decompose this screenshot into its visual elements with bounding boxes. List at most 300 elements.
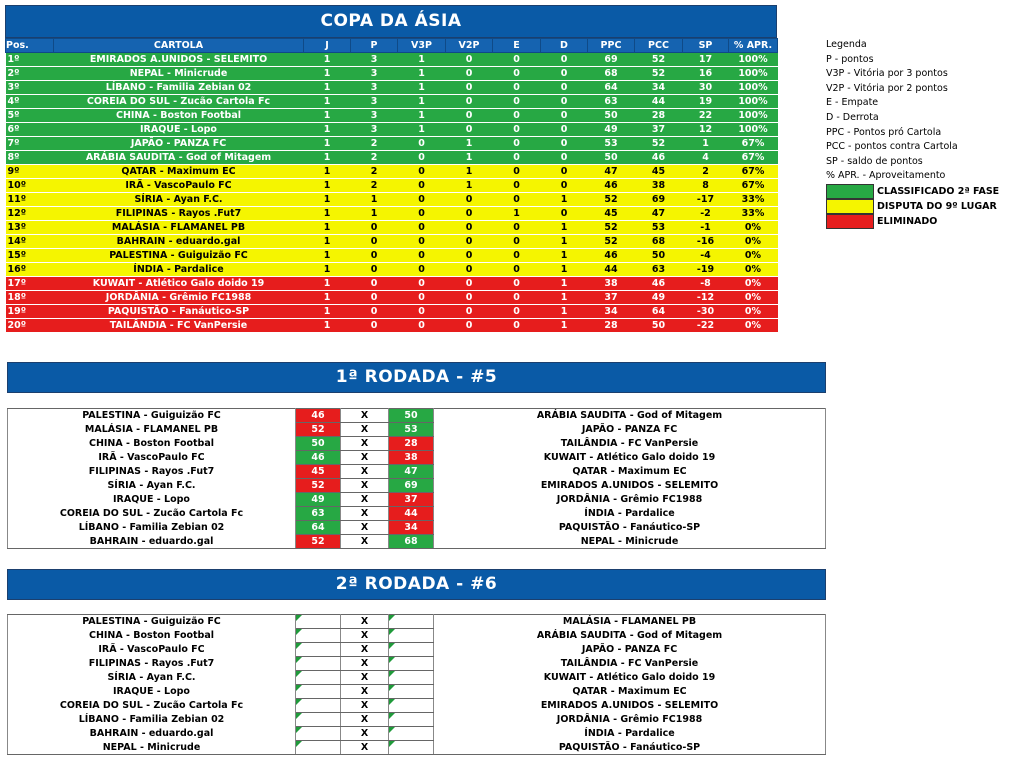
stat-cell: 100% — [729, 67, 778, 81]
stat-cell: 1 — [398, 81, 446, 95]
stat-cell: 67% — [729, 165, 778, 179]
versus-label: X — [341, 437, 389, 451]
stat-cell: -4 — [683, 249, 729, 263]
away-team: TAILÂNDIA - FC VanPersie — [434, 657, 826, 671]
stat-cell: 1 — [351, 207, 398, 221]
standings-header-cell: % APR. — [729, 39, 778, 53]
match-row — [8, 713, 826, 727]
table-row — [6, 81, 778, 95]
stat-cell: 0% — [729, 235, 778, 249]
legend-item: P - pontos — [826, 53, 874, 65]
home-score — [296, 671, 341, 685]
stat-cell: 0 — [541, 151, 588, 165]
table-row — [6, 151, 778, 165]
stat-cell: 64 — [635, 305, 683, 319]
versus-label: X — [341, 409, 389, 423]
legend-item: V2P - Vitória por 2 pontos — [826, 82, 948, 94]
stat-cell: 0 — [398, 263, 446, 277]
away-score: 28 — [389, 437, 434, 451]
stat-cell: 52 — [635, 53, 683, 67]
stat-cell: 1 — [304, 319, 351, 333]
stat-cell: 100% — [729, 109, 778, 123]
stat-cell: 20º — [6, 319, 54, 333]
stat-cell: 0 — [351, 319, 398, 333]
stat-cell: 0% — [729, 305, 778, 319]
table-row — [6, 291, 778, 305]
stat-cell: 44 — [635, 95, 683, 109]
team-name-cell: QATAR - Maximum EC — [54, 165, 304, 179]
stat-cell: 100% — [729, 81, 778, 95]
stat-cell: 44 — [588, 263, 635, 277]
team-name-cell: LÍBANO - Familia Zebian 02 — [54, 81, 304, 95]
stat-cell: -1 — [683, 221, 729, 235]
match-row — [8, 535, 826, 549]
match-row — [8, 615, 826, 629]
away-team: QATAR - Maximum EC — [434, 685, 826, 699]
standings-table — [5, 38, 778, 333]
match-row — [8, 657, 826, 671]
stat-cell: 0 — [446, 109, 493, 123]
team-name-cell: BAHRAIN - eduardo.gal — [54, 235, 304, 249]
match-row — [8, 727, 826, 741]
versus-label: X — [341, 629, 389, 643]
stat-cell: 52 — [635, 137, 683, 151]
legend-item: PPC - Pontos pró Cartola — [826, 126, 942, 138]
team-name-cell: PALESTINA - Guiguizão FC — [54, 249, 304, 263]
home-score: 46 — [296, 451, 341, 465]
round2-title: 2ª RODADA - #6 — [7, 569, 826, 600]
legend-zone-label: ELIMINADO — [877, 215, 938, 227]
stat-cell: 38 — [588, 277, 635, 291]
stat-cell: 1 — [541, 263, 588, 277]
standings-header-row — [6, 39, 778, 53]
stat-cell: -30 — [683, 305, 729, 319]
table-row — [6, 123, 778, 137]
stat-cell: 0 — [493, 109, 541, 123]
home-team: IRAQUE - Lopo — [8, 493, 296, 507]
stat-cell: 53 — [635, 221, 683, 235]
stat-cell: 50 — [635, 249, 683, 263]
home-team: COREIA DO SUL - Zucão Cartola Fc — [8, 699, 296, 713]
stat-cell: 0% — [729, 319, 778, 333]
cup-title: COPA DA ÁSIA — [5, 5, 777, 38]
stat-cell: 1 — [304, 179, 351, 193]
away-score — [389, 727, 434, 741]
versus-label: X — [341, 699, 389, 713]
away-score — [389, 615, 434, 629]
stat-cell: 11º — [6, 193, 54, 207]
team-name-cell: MALÁSIA - FLAMANEL PB — [54, 221, 304, 235]
home-score — [296, 657, 341, 671]
home-score: 50 — [296, 437, 341, 451]
stat-cell: 0 — [398, 235, 446, 249]
legend-item: SP - saldo de pontos — [826, 155, 923, 167]
stat-cell: 64 — [588, 81, 635, 95]
versus-label: X — [341, 671, 389, 685]
match-row — [8, 629, 826, 643]
stat-cell: 46 — [635, 151, 683, 165]
stat-cell: 1 — [304, 221, 351, 235]
stat-cell: 1 — [398, 67, 446, 81]
home-team: PALESTINA - Guiguizão FC — [8, 409, 296, 423]
stat-cell: 68 — [588, 67, 635, 81]
table-row — [6, 277, 778, 291]
stat-cell: 0 — [398, 179, 446, 193]
stat-cell: 3 — [351, 109, 398, 123]
stat-cell: 1 — [304, 109, 351, 123]
stat-cell: 69 — [588, 53, 635, 67]
stat-cell: 19 — [683, 95, 729, 109]
stat-cell: 0 — [493, 165, 541, 179]
home-score: 64 — [296, 521, 341, 535]
away-team: PAQUISTÃO - Fanáutico-SP — [434, 521, 826, 535]
home-score — [296, 629, 341, 643]
legend-zone-label: DISPUTA DO 9º LUGAR — [877, 200, 997, 212]
versus-label: X — [341, 451, 389, 465]
stat-cell: 1 — [398, 123, 446, 137]
stat-cell: -19 — [683, 263, 729, 277]
home-team: BAHRAIN - eduardo.gal — [8, 727, 296, 741]
away-team: JORDÂNIA - Grêmio FC1988 — [434, 493, 826, 507]
stat-cell: 0 — [493, 305, 541, 319]
versus-label: X — [341, 615, 389, 629]
away-score — [389, 713, 434, 727]
home-team: NEPAL - Minicrude — [8, 741, 296, 755]
stat-cell: 0 — [493, 193, 541, 207]
match-row — [8, 423, 826, 437]
stat-cell: 0 — [493, 249, 541, 263]
home-score — [296, 643, 341, 657]
stat-cell: 0 — [398, 193, 446, 207]
home-score: 49 — [296, 493, 341, 507]
away-score: 68 — [389, 535, 434, 549]
stat-cell: 0 — [493, 67, 541, 81]
round2-table — [7, 614, 826, 755]
standings-header-cell: E — [493, 39, 541, 53]
stat-cell: 0 — [446, 263, 493, 277]
stat-cell: 19º — [6, 305, 54, 319]
stat-cell: 17 — [683, 53, 729, 67]
stat-cell: 10º — [6, 179, 54, 193]
stat-cell: 1 — [398, 95, 446, 109]
home-team: CHINA - Boston Footbal — [8, 437, 296, 451]
stat-cell: 1 — [398, 53, 446, 67]
stat-cell: 37 — [635, 123, 683, 137]
home-score — [296, 615, 341, 629]
home-team: SÍRIA - Ayan F.C. — [8, 671, 296, 685]
stat-cell: 0 — [446, 95, 493, 109]
away-score — [389, 699, 434, 713]
stat-cell: 0 — [398, 165, 446, 179]
stat-cell: 0 — [493, 95, 541, 109]
stat-cell: -2 — [683, 207, 729, 221]
stat-cell: 1 — [304, 53, 351, 67]
home-team: CHINA - Boston Footbal — [8, 629, 296, 643]
home-team: FILIPINAS - Rayos .Fut7 — [8, 465, 296, 479]
legend-item: D - Derrota — [826, 111, 879, 123]
team-name-cell: JAPÃO - PANZA FC — [54, 137, 304, 151]
stat-cell: 0 — [493, 277, 541, 291]
stat-cell: 0% — [729, 249, 778, 263]
stat-cell: 6º — [6, 123, 54, 137]
stat-cell: 1 — [398, 109, 446, 123]
stat-cell: 3 — [351, 123, 398, 137]
stat-cell: 0 — [398, 137, 446, 151]
stat-cell: 13º — [6, 221, 54, 235]
stat-cell: 0 — [493, 81, 541, 95]
away-score — [389, 671, 434, 685]
stat-cell: 2º — [6, 67, 54, 81]
stat-cell: 0% — [729, 291, 778, 305]
versus-label: X — [341, 713, 389, 727]
stat-cell: 0 — [398, 151, 446, 165]
stat-cell: 63 — [635, 263, 683, 277]
stat-cell: 1 — [304, 193, 351, 207]
stat-cell: 0 — [493, 235, 541, 249]
standings-header-cell: D — [541, 39, 588, 53]
home-score — [296, 741, 341, 755]
stat-cell: 1 — [446, 179, 493, 193]
stat-cell: 0 — [541, 81, 588, 95]
stat-cell: 37 — [588, 291, 635, 305]
table-row — [6, 207, 778, 221]
team-name-cell: ÍNDIA - Pardalice — [54, 263, 304, 277]
stat-cell: 1 — [541, 235, 588, 249]
stat-cell: 30 — [683, 81, 729, 95]
stat-cell: 1 — [304, 123, 351, 137]
stat-cell: 0 — [541, 207, 588, 221]
versus-label: X — [341, 521, 389, 535]
home-team: IRÃ - VascoPaulo FC — [8, 451, 296, 465]
home-score — [296, 699, 341, 713]
stat-cell: 0 — [351, 249, 398, 263]
standings-header-cell: V3P — [398, 39, 446, 53]
away-score — [389, 657, 434, 671]
home-team: LÍBANO - Familia Zebian 02 — [8, 713, 296, 727]
team-name-cell: KUWAIT - Atlético Galo doido 19 — [54, 277, 304, 291]
stat-cell: 1 — [446, 137, 493, 151]
stat-cell: 9º — [6, 165, 54, 179]
versus-label: X — [341, 479, 389, 493]
standings-header-cell: CARTOLA — [54, 39, 304, 53]
stat-cell: 0 — [398, 291, 446, 305]
stat-cell: 0 — [398, 305, 446, 319]
away-team: KUWAIT - Atlético Galo doido 19 — [434, 451, 826, 465]
round1-table — [7, 408, 826, 549]
home-score: 45 — [296, 465, 341, 479]
match-row — [8, 521, 826, 535]
stat-cell: 0 — [351, 277, 398, 291]
team-name-cell: TAILÂNDIA - FC VanPersie — [54, 319, 304, 333]
away-score — [389, 741, 434, 755]
stat-cell: -22 — [683, 319, 729, 333]
away-team: KUWAIT - Atlético Galo doido 19 — [434, 671, 826, 685]
stat-cell: 28 — [635, 109, 683, 123]
versus-label: X — [341, 423, 389, 437]
stat-cell: 0 — [541, 109, 588, 123]
legend-zone — [826, 199, 999, 214]
stat-cell: 0 — [446, 123, 493, 137]
stat-cell: 3 — [351, 67, 398, 81]
match-row — [8, 741, 826, 755]
stat-cell: 47 — [588, 165, 635, 179]
stat-cell: 52 — [635, 67, 683, 81]
stat-cell: 0% — [729, 277, 778, 291]
stat-cell: 0 — [493, 179, 541, 193]
stat-cell: 18º — [6, 291, 54, 305]
match-row — [8, 671, 826, 685]
away-team: ÍNDIA - Pardalice — [434, 727, 826, 741]
home-score: 46 — [296, 409, 341, 423]
stat-cell: 0 — [541, 53, 588, 67]
stat-cell: 0 — [398, 249, 446, 263]
stat-cell: 4 — [683, 151, 729, 165]
stat-cell: 0% — [729, 221, 778, 235]
stat-cell: 50 — [635, 319, 683, 333]
stat-cell: 1 — [304, 277, 351, 291]
stat-cell: -17 — [683, 193, 729, 207]
away-team: QATAR - Maximum EC — [434, 465, 826, 479]
table-row — [6, 319, 778, 333]
stat-cell: 0 — [493, 319, 541, 333]
away-score: 44 — [389, 507, 434, 521]
away-team: ARÁBIA SAUDITA - God of Mitagem — [434, 629, 826, 643]
versus-label: X — [341, 493, 389, 507]
away-score: 37 — [389, 493, 434, 507]
stat-cell: 0 — [493, 221, 541, 235]
table-row — [6, 235, 778, 249]
away-score — [389, 629, 434, 643]
legend-zone-label: CLASSIFICADO 2ª FASE — [877, 185, 1000, 197]
stat-cell: 0 — [398, 277, 446, 291]
stat-cell: 1 — [446, 151, 493, 165]
legend-title: Legenda — [826, 39, 867, 50]
stat-cell: 0 — [541, 137, 588, 151]
stat-cell: 0 — [446, 67, 493, 81]
stat-cell: 1 — [304, 249, 351, 263]
stat-cell: 38 — [635, 179, 683, 193]
match-row — [8, 685, 826, 699]
stat-cell: 52 — [588, 221, 635, 235]
team-name-cell: CHINA - Boston Footbal — [54, 109, 304, 123]
away-team: ARÁBIA SAUDITA - God of Mitagem — [434, 409, 826, 423]
team-name-cell: IRÃ - VascoPaulo FC — [54, 179, 304, 193]
stat-cell: 1 — [541, 305, 588, 319]
stat-cell: 1 — [541, 291, 588, 305]
standings-header-cell: P — [351, 39, 398, 53]
versus-label: X — [341, 535, 389, 549]
away-team: MALÁSIA - FLAMANEL PB — [434, 615, 826, 629]
team-name-cell: PAQUISTÃO - Fanáutico-SP — [54, 305, 304, 319]
stat-cell: 0 — [398, 207, 446, 221]
team-name-cell: COREIA DO SUL - Zucão Cartola Fc — [54, 95, 304, 109]
stat-cell: 2 — [351, 151, 398, 165]
table-row — [6, 109, 778, 123]
standings-header-cell: SP — [683, 39, 729, 53]
away-team: NEPAL - Minicrude — [434, 535, 826, 549]
team-name-cell: IRAQUE - Lopo — [54, 123, 304, 137]
stat-cell: 0 — [541, 67, 588, 81]
home-team: SÍRIA - Ayan F.C. — [8, 479, 296, 493]
stat-cell: 16º — [6, 263, 54, 277]
stat-cell: 50 — [588, 151, 635, 165]
stat-cell: 16 — [683, 67, 729, 81]
away-team: JAPÃO - PANZA FC — [434, 643, 826, 657]
table-row — [6, 53, 778, 67]
stat-cell: 1 — [541, 193, 588, 207]
away-team: TAILÂNDIA - FC VanPersie — [434, 437, 826, 451]
stat-cell: 46 — [588, 249, 635, 263]
stat-cell: 1 — [304, 151, 351, 165]
table-row — [6, 179, 778, 193]
stat-cell: 2 — [351, 179, 398, 193]
team-name-cell: ARÁBIA SAUDITA - God of Mitagem — [54, 151, 304, 165]
stat-cell: 14º — [6, 235, 54, 249]
home-score: 63 — [296, 507, 341, 521]
away-score: 38 — [389, 451, 434, 465]
stat-cell: 3 — [351, 95, 398, 109]
stat-cell: 0 — [493, 137, 541, 151]
stat-cell: 34 — [588, 305, 635, 319]
stat-cell: 67% — [729, 151, 778, 165]
round1-title: 1ª RODADA - #5 — [7, 362, 826, 393]
match-row — [8, 699, 826, 713]
stat-cell: 0 — [493, 263, 541, 277]
stat-cell: 0 — [446, 221, 493, 235]
versus-label: X — [341, 507, 389, 521]
home-score — [296, 727, 341, 741]
stat-cell: 12 — [683, 123, 729, 137]
legend-item: PCC - pontos contra Cartola — [826, 141, 958, 153]
home-team: FILIPINAS - Rayos .Fut7 — [8, 657, 296, 671]
stat-cell: 0 — [446, 319, 493, 333]
stat-cell: 33% — [729, 207, 778, 221]
stat-cell: 45 — [588, 207, 635, 221]
stat-cell: 22 — [683, 109, 729, 123]
stat-cell: 8º — [6, 151, 54, 165]
versus-label: X — [341, 685, 389, 699]
stat-cell: 0 — [351, 291, 398, 305]
stat-cell: 0 — [446, 235, 493, 249]
stat-cell: 1 — [304, 291, 351, 305]
stat-cell: 1 — [493, 207, 541, 221]
match-row — [8, 643, 826, 657]
stat-cell: 15º — [6, 249, 54, 263]
stat-cell: 5º — [6, 109, 54, 123]
stat-cell: 1º — [6, 53, 54, 67]
stat-cell: 1 — [304, 81, 351, 95]
stat-cell: 0 — [493, 291, 541, 305]
versus-label: X — [341, 741, 389, 755]
stat-cell: 0% — [729, 263, 778, 277]
home-team: PALESTINA - Guiguizão FC — [8, 615, 296, 629]
versus-label: X — [341, 657, 389, 671]
home-team: MALÁSIA - FLAMANEL PB — [8, 423, 296, 437]
away-score: 34 — [389, 521, 434, 535]
stat-cell: 1 — [351, 193, 398, 207]
stat-cell: 68 — [635, 235, 683, 249]
stat-cell: 1 — [446, 165, 493, 179]
standings-header-cell: PPC — [588, 39, 635, 53]
versus-label: X — [341, 465, 389, 479]
team-name-cell: NEPAL - Minicrude — [54, 67, 304, 81]
away-team: JORDÂNIA - Grêmio FC1988 — [434, 713, 826, 727]
stat-cell: 3 — [351, 53, 398, 67]
stat-cell: 2 — [683, 165, 729, 179]
versus-label: X — [341, 643, 389, 657]
home-score: 52 — [296, 479, 341, 493]
stat-cell: 47 — [635, 207, 683, 221]
